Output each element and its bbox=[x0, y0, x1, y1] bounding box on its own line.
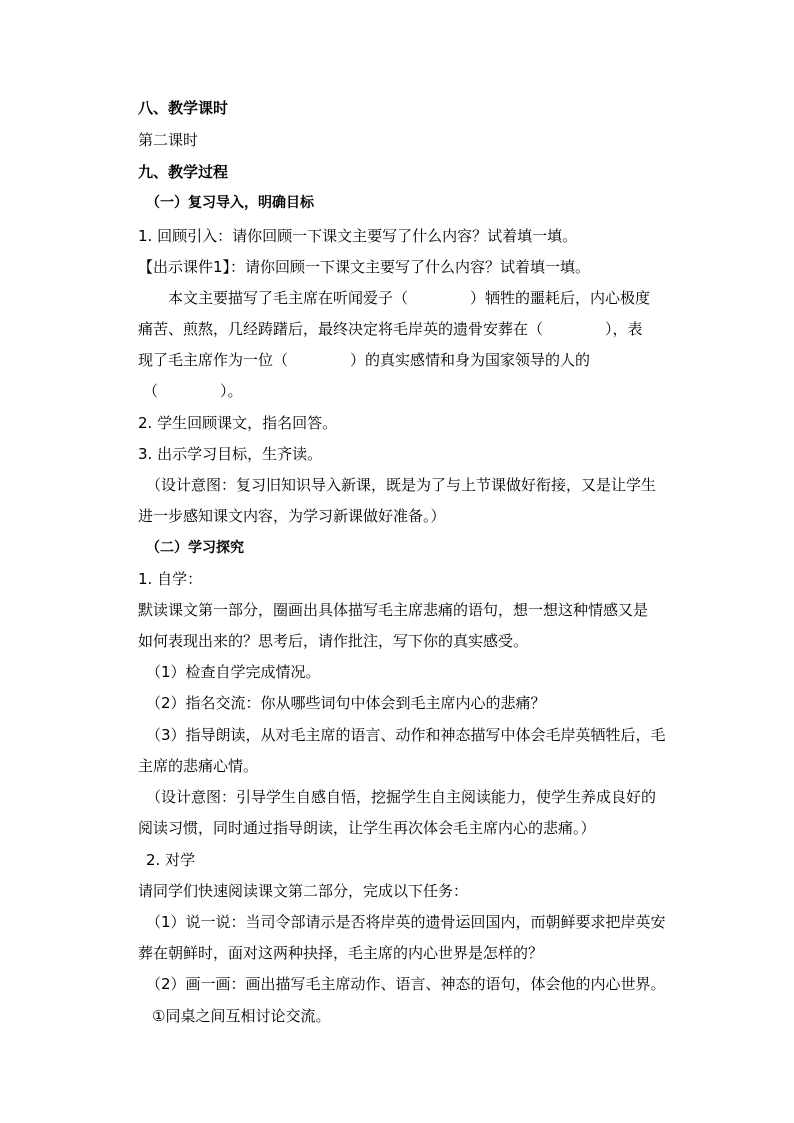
fill-text: ）。 bbox=[220, 382, 243, 400]
part-1-heading: （一）复习导入，明确目标 bbox=[146, 195, 314, 211]
fill-text: 本文主要描写了毛主席在听闻爱子（ bbox=[168, 289, 409, 307]
self-study-para-line-1: 默读课文第一部分，圈画出具体描写毛主席悲痛的语句，想一想这种情感又是 bbox=[138, 601, 649, 619]
task-intro: 请同学们快速阅读课文第二部分，完成以下任务： bbox=[138, 882, 469, 900]
fill-text: ）牺牲的噩耗后，内心极度 bbox=[470, 289, 651, 307]
fill-text: 现了毛主席作为一位（ bbox=[138, 351, 289, 369]
part-1-item-1: 1. 回顾引入：请你回顾一下课文主要写了什么内容？试着填一填。 bbox=[138, 227, 578, 245]
section-8-text: 第二课时 bbox=[138, 131, 199, 149]
part-2-heading: （二）学习探究 bbox=[146, 540, 244, 556]
task-1-line-1: （1）说一说：当司令部请示是否将岸英的遗骨运回国内，而朝鲜要求把岸英安 bbox=[146, 913, 666, 931]
fill-text: 痛苦、煎熬，几经踌躇后，最终决定将毛岸英的遗骨安葬在（ bbox=[138, 320, 544, 338]
fill-text: ）的真实感情和身为国家领导的人的 bbox=[350, 351, 591, 369]
self-study-sub-3-line-1: （3）指导朗读，从对毛主席的语言、动作和神态描写中体会毛岸英牺牲后，毛 bbox=[146, 726, 666, 744]
fill-blank-line-1 bbox=[168, 288, 650, 308]
design-intent-2-line-1: （设计意图：引导学生自感自悟，挖掘学生自主阅读能力，使学生养成良好的 bbox=[146, 788, 657, 806]
fill-blank-line-3 bbox=[138, 350, 590, 370]
section-8-heading: 八、教学课时 bbox=[138, 99, 229, 117]
design-intent-1-line-2: 进一步感知课文内容，为学习新课做好准备。） bbox=[138, 507, 446, 525]
fill-blank-line-2 bbox=[138, 319, 643, 339]
courseware-1-prompt: 【出示课件1】：请你回顾一下课文主要写了什么内容？试着填一填。 bbox=[138, 258, 591, 276]
design-intent-1-line-1: （设计意图：复习旧知识导入新课，既是为了与上节课做好衔接，又是让学生 bbox=[146, 476, 657, 494]
self-study-para-line-2: 如何表现出来的？思考后，请作批注，写下你的真实感受。 bbox=[138, 632, 529, 650]
design-intent-2-line-2: 阅读习惯，同时通过指导朗读，让学生再次体会毛主席内心的悲痛。） bbox=[138, 819, 596, 837]
self-study-sub-3-line-2: 主席的悲痛心情。 bbox=[138, 757, 259, 775]
task-2-sub-1: ①同桌之间互相讨论交流。 bbox=[152, 1007, 331, 1025]
task-1-line-2: 葬在朝鲜时，面对这两种抉择，毛主席的内心世界是怎样的？ bbox=[138, 944, 544, 962]
task-2: （2）画一画：画出描写毛主席动作、语言、神态的语句，体会他的内心世界。 bbox=[146, 975, 666, 993]
part-2-item-2: 2. 对学 bbox=[146, 851, 196, 869]
part-1-item-2: 2. 学生回顾课文，指名回答。 bbox=[138, 414, 338, 432]
part-1-item-3: 3. 出示学习目标，生齐读。 bbox=[138, 445, 323, 463]
section-9-heading: 九、教学过程 bbox=[138, 163, 229, 181]
fill-text: （ bbox=[143, 382, 159, 400]
self-study-sub-1: （1）检查自学完成情况。 bbox=[146, 663, 321, 681]
self-study-sub-2: （2）指名交流：你从哪些词句中体会到毛主席内心的悲痛？ bbox=[146, 694, 546, 712]
part-2-item-1: 1. 自学： bbox=[138, 570, 203, 588]
fill-text: ），表 bbox=[605, 320, 643, 338]
fill-blank-line-4 bbox=[143, 381, 243, 401]
